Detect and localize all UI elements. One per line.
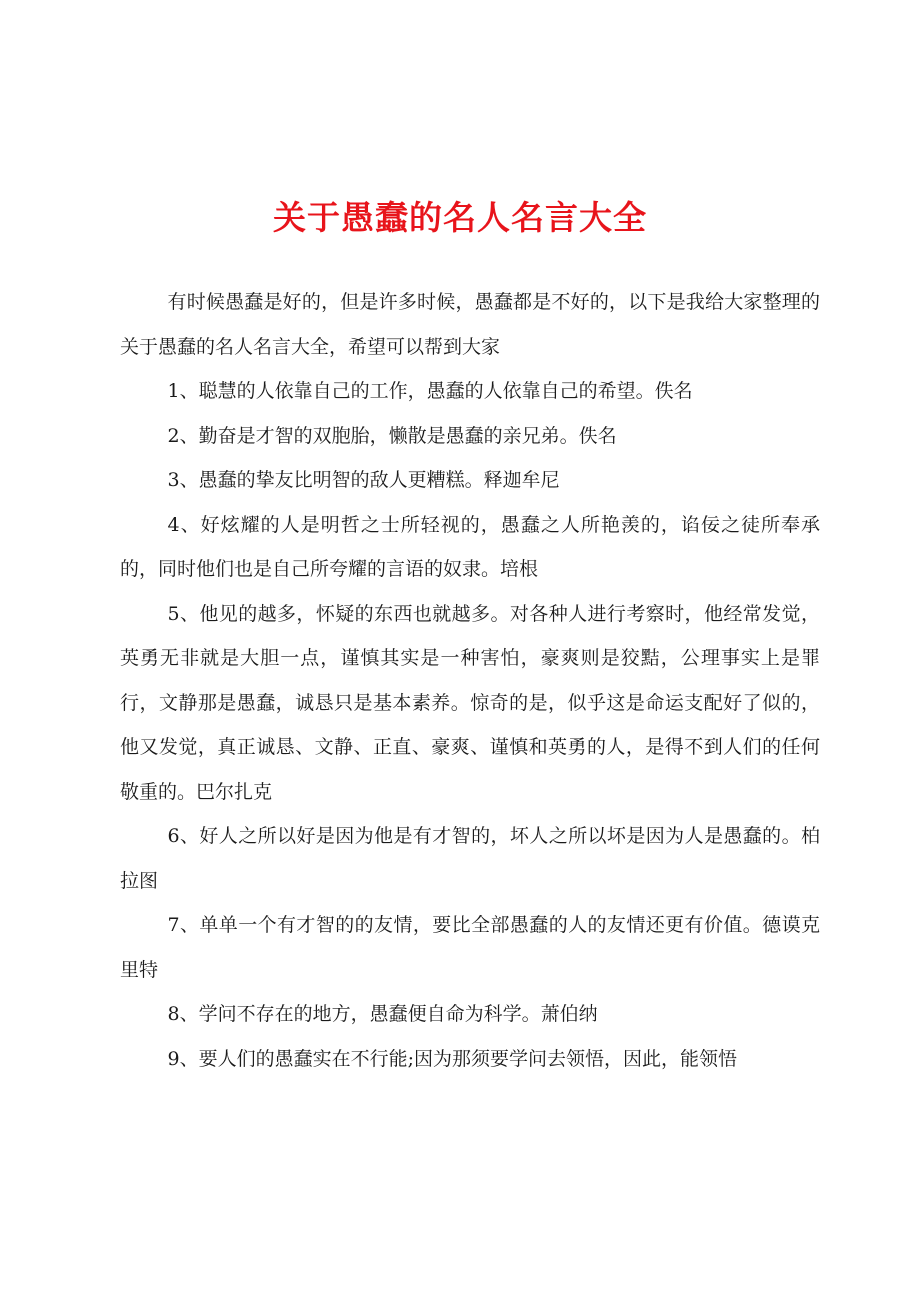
quote-paragraph-9: 9、要人们的愚蠢实在不行能;因为那须要学问去领悟，因此，能领悟 (167, 1047, 737, 1070)
quote-paragraph-6: 6、好人之所以好是因为他是有才智的，坏人之所以坏是因为人是愚蠢的。柏拉图 (120, 825, 820, 892)
document-title: 关于愚蠢的名人名言大全 (273, 198, 647, 237)
quote-paragraph-7: 7、单单一个有才智的的友情，要比全部愚蠢的人的友情还更有价值。德谟克里特 (120, 914, 820, 981)
quote-paragraph-1: 1、聪慧的人依靠自己的工作，愚蠢的人依靠自己的希望。佚名 (167, 380, 693, 402)
document-body (120, 280, 820, 1081)
quote-paragraph-2: 2、勤奋是才智的双胞胎，懒散是愚蠢的亲兄弟。佚名 (167, 424, 617, 447)
intro-paragraph: 有时候愚蠢是好的，但是许多时候，愚蠢都是不好的，以下是我给大家整理的关于愚蠢的名人名言大全，希望可以帮到大家 (120, 291, 820, 358)
quote-paragraph-8: 8、学问不存在的地方，愚蠢便自命为科学。萧伯纳 (167, 1003, 598, 1025)
quote-paragraph-5: 5、他见的越多，怀疑的东西也就越多。对各种人进行考察时，他经常发觉，英勇无非就是大胆一点，谨慎其实是一种害怕，豪爽则是狡黠，公理事实上是罪行，文静那是愚蠢，诚恳只是基本素养。惊奇的是，似乎这是命运支配好了似的，他又发觉，真正诚恳、文静、正直、豪爽、谨慎和英勇的人，是得不到人们的任何敬重的。巴尔扎克 (120, 602, 820, 803)
quote-paragraph-4: 4、好炫耀的人是明哲之士所轻视的，愚蠢之人所艳羡的，谄佞之徒所奉承的，同时他们也是自己所夸耀的言语的奴隶。培根 (120, 513, 820, 580)
quote-paragraph-3: 3、愚蠢的挚友比明智的敌人更糟糕。释迦牟尼 (167, 469, 560, 491)
